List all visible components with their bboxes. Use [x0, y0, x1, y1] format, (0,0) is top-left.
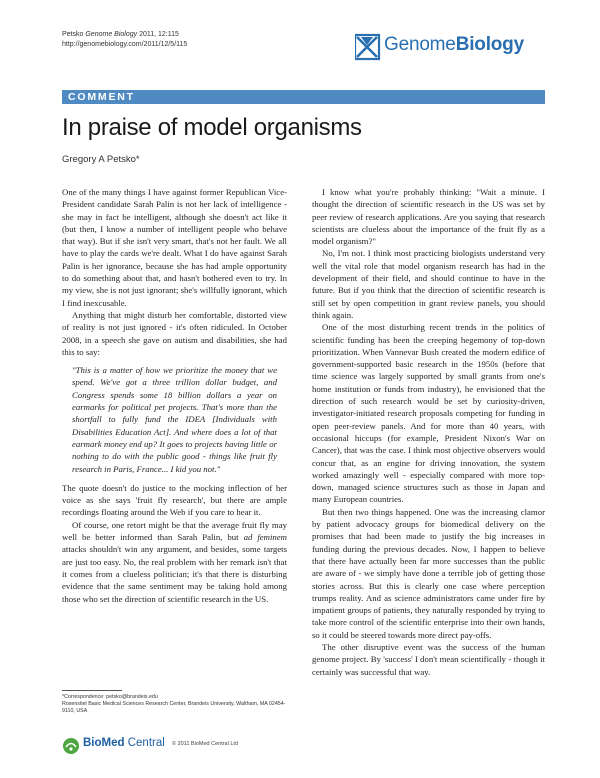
right-column	[312, 186, 545, 678]
paragraph: I know what you're probably thinking: "Wait a minute. I thought the direction of scientific research in the US was set by peer review of research applications. Are you saying that research scientists are clueless about the importance of the fruit fly as a model organism?"	[312, 187, 545, 247]
correspondence-email[interactable]: *Correspondence: petsko@brandeis.edu	[62, 694, 158, 700]
paragraph: The quote doesn't do justice to the mocking inflection of her voice as she says 'fruit fly research', but there are ample recordings floating around the Web if you care to hear it.	[62, 482, 287, 518]
paragraph: One of the many things I have against former Republican Vice-President candidate Sarah Palin is not her lack of intelligence - she may in fact be intelligent, although she doesn't act like it (but then, I know a number of intelligent people who behave that way). But if she isn't very smart, that's not her fault. We all have to play the cards we're dealt. What I do have against Sarah Palin is her ignorance, because she has had ample opportunity to do something about that, and hasn't bothered even to try. In my view, she is not just ignorant; she's willfully ignorant, which I find inexcusable.	[62, 187, 287, 308]
paragraph: The other disruptive event was the success of the human genome project. By 'success' I don't mean scientifically - though it certainly was successful that way.	[312, 641, 545, 677]
publisher-name: BioMed Central	[83, 737, 165, 749]
article-citation: Petsko Genome Biology 2011, 12:115 http://genomebiology.com/2011/12/5/115	[62, 31, 188, 48]
section-label: COMMENT	[68, 91, 135, 103]
correspondence-footnote	[62, 694, 287, 715]
block-quote: "This is a matter of how we prioritize the money that we spend. We've got a three trillion dollar budget, and Congress spends some 18 billion dollars a year on earmarks for political pet projects. That's more than the shortfall to fully fund the IDEA [Individuals with Disabilities Education Act]. And where does a lot of that earmark money end up? It goes to projects having little or nothing to do with the public good - things like fruit fly research in Paris, France... I kid you not."	[72, 365, 277, 474]
paragraph: Of course, one retort might be that the average fruit fly may well be better informed than Sarah Palin, but ad feminem attacks shouldn't win any argument, and besides, some targets are just too easy. No, the real problem with her remark isn't that it comes from a clueless politician; it's that there is disturbing evidence that the same sentiment may be taking hold among those who set the direction of scientific research in the US.	[62, 519, 287, 604]
article-url[interactable]: http://genomebiology.com/2011/12/5/115	[62, 40, 188, 48]
journal-logo-text: GenomeBiology	[384, 34, 524, 55]
footnote-divider	[62, 690, 122, 691]
paragraph: But then two things happened. One was the increasing clamor by patient advocacy groups for biomedical delivery on the promises that had been made to justify the big increases in funding during the previous decades. Now, I happen to believe that there have actually been far more successes than the public are aware of - we simply have done a terrible job of getting those stories across. But this is clearly one case where perception trumps reality. And as science administrators came under fire by impatient groups of patients, they naturally responded by trying to take more control of the scientific enterprise into their own hands, so it could be steered towards more direct pay-offs.	[312, 506, 545, 640]
author-affiliation: Rosenstiel Basic Medical Sciences Research Center, Brandeis University, Waltham, MA 02454-9110, USA	[62, 701, 286, 714]
left-column	[62, 186, 287, 605]
copyright-notice: © 2011 BioMed Central Ltd	[172, 741, 239, 747]
author-name: Gregory A Petsko*	[62, 154, 140, 165]
article-title: In praise of model organisms	[62, 114, 362, 141]
journal-name: Genome Biology	[85, 31, 138, 38]
paragraph: Anything that might disturb her comfortable, distorted view of reality is not just ignored - it's often ridiculed. In October 2008, in a speech she gave on autism and disabilities, she had this to say:	[62, 309, 287, 357]
paragraph: One of the most disturbing recent trends in the politics of scientific funding has been the creeping hegemony of top-down prioritization. When Vannevar Bush created the modern edifice of government-supported basic research in the 1950s (before that time science was largely supported by small grants from one's home institution or funds from industry), he envisioned that the direction of such research would be set by curiosity-driven, investigator-initiated research proposals competing for funding in open peer-review panels. And for more than 40 years, with occasional hiccups (for example, President Nixon's War on Cancer), that was the case. I think most objective observers would concur that, as an engine for driving innovation, the system worked amazingly well - especially compared with more top-down, managed science structures such as those in Japan and many European countries.	[312, 322, 545, 505]
paragraph: No, I'm not. I think most practicing biologists understand very well the vital role that model organism research has had in the development of their field, and should continue to have in the future. But if you think that the direction of scientific research is still set by open competition in grant review panels, you should think again.	[312, 248, 545, 320]
